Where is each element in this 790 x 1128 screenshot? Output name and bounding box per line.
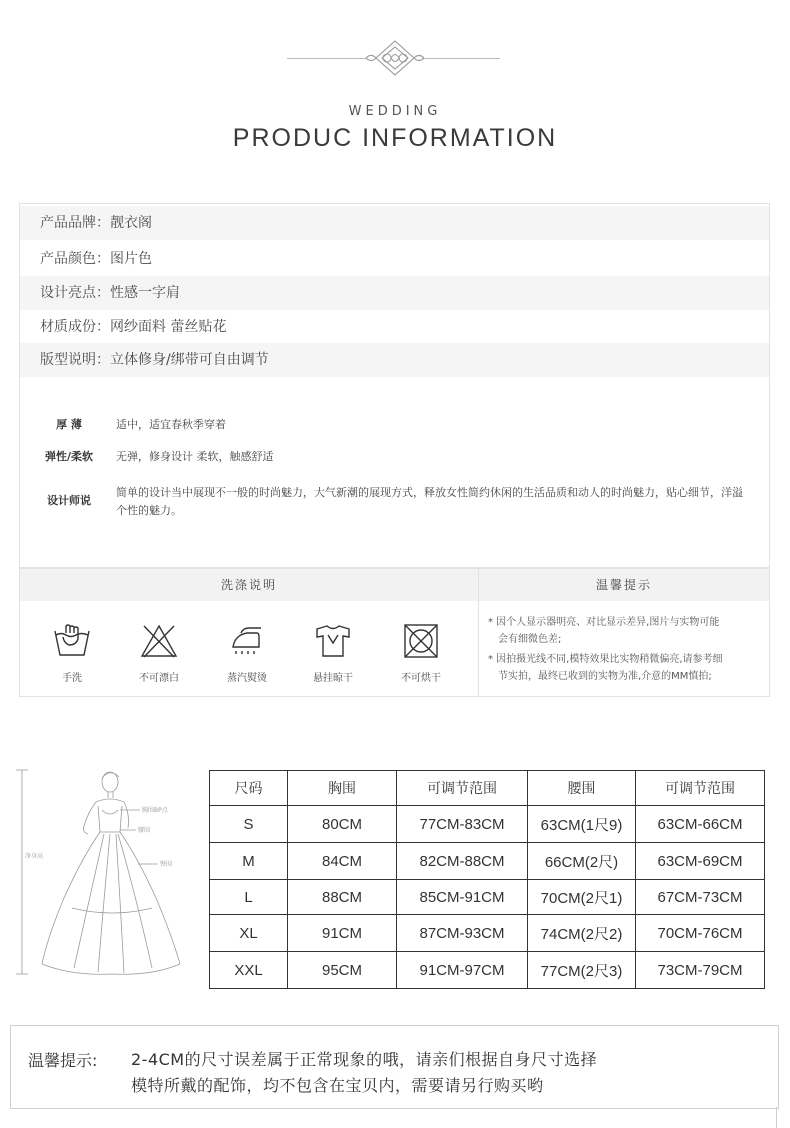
table-header-cell: 尺码 [210, 771, 288, 806]
ornament-icon [364, 38, 426, 78]
header-title: PRODUC INFORMATION [232, 124, 558, 152]
detail-key: 设计师说 [47, 494, 91, 507]
table-cell: 87CM-93CM [397, 915, 528, 952]
attribute-row [20, 206, 769, 240]
no-tumble-dry-icon [401, 623, 441, 659]
table-cell: 95CM [288, 952, 397, 989]
attribute-row [20, 276, 769, 310]
product-info-panel [19, 203, 770, 568]
header-subtitle: WEDDING [348, 104, 442, 119]
wash-item [37, 623, 107, 684]
table-cell: 77CM-83CM [397, 806, 528, 843]
table-header-cell: 胸围 [288, 771, 397, 806]
tip-line: 节实拍，最终已收到的实物为准,介意的MM慎拍; [498, 671, 712, 682]
size-table [209, 770, 765, 989]
table-row [210, 880, 765, 915]
table-row [210, 806, 765, 843]
table-cell: L [210, 880, 288, 915]
attribute-text: 设计亮点：性感一字肩 [40, 285, 180, 301]
table-cell: 63CM(1尺9) [528, 806, 636, 843]
waist-label: 腰围 [138, 827, 151, 834]
table-cell: 63CM-66CM [636, 806, 765, 843]
wash-item [386, 623, 456, 684]
detail-key: 厚 薄 [56, 418, 82, 431]
table-cell: 77CM(2尺3) [528, 952, 636, 989]
table-cell: XL [210, 915, 288, 952]
table-cell: 63CM-69CM [636, 843, 765, 880]
height-label: 净身高 [25, 853, 44, 860]
attribute-text: 版型说明：立体修身/绑带可自由调节 [40, 352, 269, 368]
table-cell: 84CM [288, 843, 397, 880]
table-cell: 88CM [288, 880, 397, 915]
no-bleach-icon [139, 623, 179, 659]
tip-line: 会有细微色差; [498, 634, 562, 645]
tip-line: * 因拍摄光线不同,模特效果比实物稍微偏亮,请参考细 [488, 654, 723, 665]
table-cell: 66CM(2尺) [528, 843, 636, 880]
wash-item [298, 623, 368, 684]
wash-label: 不可烘干 [401, 673, 441, 684]
hang-dry-icon [313, 623, 353, 659]
table-row [210, 952, 765, 989]
detail-value: 简单的设计当中展现不一般的时尚魅力，大气新潮的展现方式，释放女性简约休闲的生活品质和动人的时尚魅力，贴心细节，洋溢个性的魅力。 [116, 486, 743, 517]
notice-line: 2-4CM的尺寸误差属于正常现象的哦，请亲们根据自身尺寸选择 [131, 1050, 598, 1069]
table-cell: 85CM-91CM [397, 880, 528, 915]
table-cell: S [210, 806, 288, 843]
table-cell: M [210, 843, 288, 880]
table-row [210, 843, 765, 880]
detail-value: 无弹，修身设计 柔软，触感舒适 [116, 450, 274, 463]
hand-wash-icon [52, 623, 92, 659]
header-line-left [287, 58, 367, 59]
table-cell: 67CM-73CM [636, 880, 765, 915]
notice-box [10, 1025, 779, 1109]
table-cell: 70CM(2尺1) [528, 880, 636, 915]
attribute-text: 产品颜色：图片色 [40, 251, 152, 267]
attribute-text: 产品品牌：靓衣阁 [40, 215, 152, 231]
edge-line [776, 1107, 777, 1128]
table-row [210, 915, 765, 952]
wash-label: 悬挂晾干 [313, 673, 353, 684]
table-cell: 70CM-76CM [636, 915, 765, 952]
table-header-cell: 可调节范围 [636, 771, 765, 806]
table-cell: 74CM(2尺2) [528, 915, 636, 952]
dress-sketch-figure [12, 768, 202, 978]
wash-label: 不可漂白 [139, 673, 179, 684]
table-cell: 91CM [288, 915, 397, 952]
wash-item [124, 623, 194, 684]
care-divider [478, 569, 479, 696]
table-cell: 91CM-97CM [397, 952, 528, 989]
detail-value: 适中，适宜春秋季穿着 [116, 418, 226, 431]
tip-line: * 因个人显示器明亮、对比显示差异,图片与实物可能 [488, 617, 720, 628]
attribute-text: 材质成份：网纱面料 蕾丝贴花 [40, 319, 227, 335]
table-header-cell: 可调节范围 [397, 771, 528, 806]
detail-key: 弹性/柔软 [44, 450, 94, 463]
table-header-row [210, 771, 765, 806]
attribute-row [20, 310, 769, 344]
wash-label: 手洗 [62, 673, 82, 684]
wash-item [212, 623, 282, 684]
care-panel [19, 568, 770, 697]
header-line-right [422, 58, 500, 59]
hip-label: 臀围 [160, 861, 173, 868]
table-cell: 82CM-88CM [397, 843, 528, 880]
notice-label: 温馨提示: [28, 1051, 98, 1070]
notice-line: 模特所戴的配饰，均不包含在宝贝内，需要请另行购买哟 [131, 1076, 544, 1095]
table-cell: 73CM-79CM [636, 952, 765, 989]
table-header-cell: 腰围 [528, 771, 636, 806]
table-cell: 80CM [288, 806, 397, 843]
table-cell: XXL [210, 952, 288, 989]
steam-iron-icon [227, 623, 267, 659]
tips-title: 温馨提示 [479, 569, 769, 601]
wash-title: 洗涤说明 [20, 569, 478, 601]
bust-label: 胸围BP点 [142, 807, 168, 814]
attribute-row [20, 343, 769, 377]
attribute-row [20, 242, 769, 276]
wash-label: 蒸汽熨烫 [227, 673, 267, 684]
